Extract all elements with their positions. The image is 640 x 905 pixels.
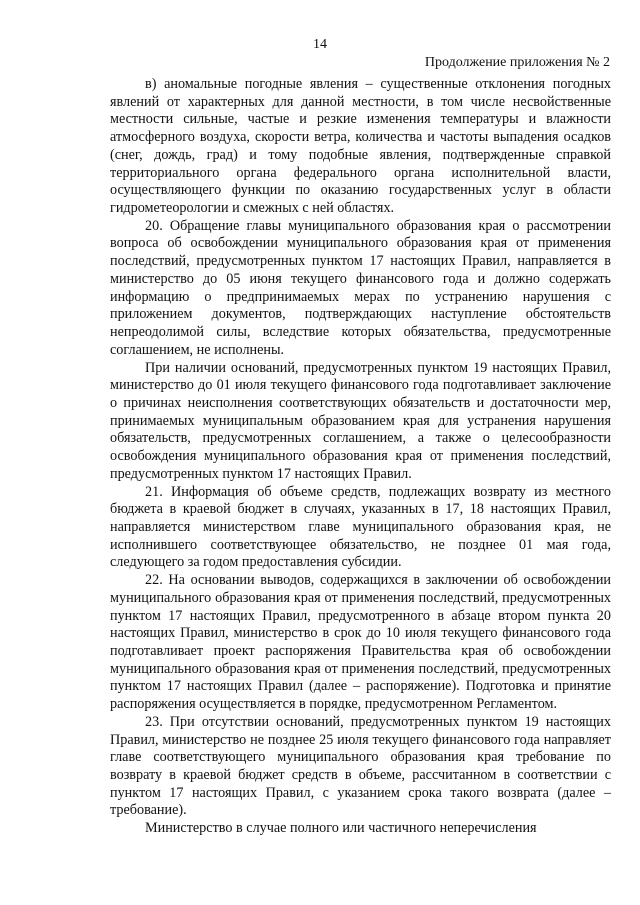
paragraph-21: 21. Информация об объеме средств, подлежащих возврату из местного бюджета в краевой бюджет в случаях, указанных в 17, 18 настоящих Правил, направляется министерством главе муниципального образования края, не исполнившего соответствующее обязательство, не позднее 01 мая года, следующего за годом предоставления субсидии.: [110, 483, 611, 571]
paragraph-20-conclusion: При наличии оснований, предусмотренных пунктом 19 настоящих Правил, министерство до 01 июля текущего финансового года подготавливает заключение о причинах неисполнения соответствующих обязательств и достаточности мер, принимаемых муниципальным образованием края для устранения нарушения обязательств, предусмотренных соглашением, а также о целесообразности освобождения муниципального образования края от применения последствий, предусмотренных пунктом 17 настоящих Правил.: [110, 359, 611, 482]
page-number: 14: [313, 37, 327, 52]
paragraph-item-v-abnormal-weather: в) аномальные погодные явления – существенные отклонения погодных явлений от характерных для данной местности, в том числе несвойственные местности сильные, частые и резкие изменения температуры и влажности атмосферного воздуха, скорости ветра, количества и частоты выпадения осадков (снег, дождь, град) и тому подобные явления, подтвержденные справкой территориального органа федерального органа исполнительной власти, осуществляющего функции по оказанию государственных услуг в области гидрометеорологии и смежных с ней областях.: [110, 76, 611, 217]
paragraph-22: 22. На основании выводов, содержащихся в заключении об освобождении муниципального образования края от применения последствий, предусмотренных пунктом 17 настоящих Правил, предусмотренного в абзаце втором пункта 20 настоящих Правил, министерство в срок до 10 июля текущего финансового года подготавливает проект распоряжения Правительства края об освобождении муниципального образования края от применения последствий, предусмотренных пунктом 17 настоящих Правил (далее – распоряжение). Подготовка и принятие распоряжения осуществляется в порядке, предусмотренном Регламентом.: [110, 572, 611, 713]
paragraph-20: 20. Обращение главы муниципального образования края о рассмотрении вопроса об освобождении муниципального образования края от применения последствий, предусмотренных пунктом 17 настоящих Правил, направляется в министерство до 05 июня текущего финансового года и должно содержать информацию о предпринимаемых мерах по устранению нарушения с приложением документов, подтверждающих наступление обстоятельств непреодолимой силы, вследствие которых обязательства, предусмотренные соглашением, не исполнены.: [110, 217, 611, 358]
document-body: [110, 76, 611, 838]
paragraph-23: 23. При отсутствии оснований, предусмотренных пунктом 19 настоящих Правил, министерство не позднее 25 июля текущего финансового года направляет главе соответствующего муниципального образования края требование по возврату в краевой бюджет средств в объеме, рассчитанном в соответствии с пунктом 17 настоящих Правил, с указанием срока такого возврата (далее – требование).: [110, 713, 611, 819]
paragraph-23-continuation: Министерство в случае полного или частичного неперечисления: [145, 820, 537, 837]
appendix-label: Продолжение приложения № 2: [424, 55, 610, 70]
